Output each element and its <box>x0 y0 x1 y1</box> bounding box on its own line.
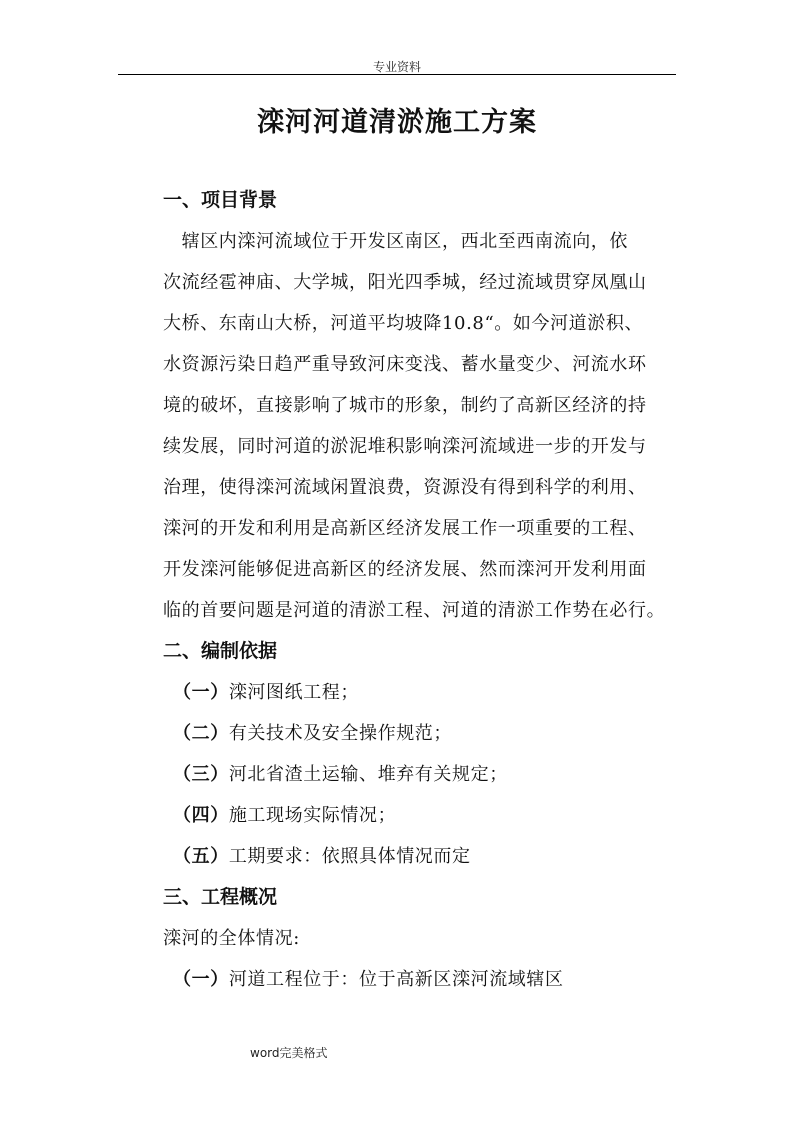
list-item-text: 河北省渣土运输、堆弃有关规定； <box>228 764 508 785</box>
paragraph-line: 开发滦河能够促进高新区的经济发展、然而滦河开发利用面 <box>163 559 647 580</box>
section-heading-basis: 二、编制依据 <box>163 640 278 662</box>
paragraph-line: 辖区内滦河流域位于开发区南区，西北至西南流向，依 <box>163 231 628 252</box>
section-heading-background: 一、项目背景 <box>163 189 278 211</box>
list-item <box>173 672 678 713</box>
section-heading-overview: 三、工程概况 <box>163 886 278 908</box>
list-item-text: 工期要求：依照具体情况而定 <box>228 846 471 867</box>
list-item-number: （一） <box>173 682 229 703</box>
paragraph-line: 滦河的开发和利用是高新区经济发展工作一项重要的工程、 <box>163 518 647 539</box>
section-paragraph-background <box>163 221 678 631</box>
list-item <box>173 754 678 795</box>
list-item-text: 滦河图纸工程； <box>228 682 360 703</box>
list-item <box>173 836 678 877</box>
list-item-number: （三） <box>173 764 229 785</box>
document-title: 滦河河道清淤施工方案 <box>257 107 537 138</box>
paragraph-line: 大桥、东南山大桥，河道平均坡降10.8“。如今河道淤积、 <box>163 313 644 334</box>
list-item <box>173 713 678 754</box>
header-divider <box>118 74 676 75</box>
list-item-number: （一） <box>173 969 229 990</box>
list-item-text: 有关技术及安全操作规范； <box>228 723 453 744</box>
list-item-number: （四） <box>173 805 229 826</box>
paragraph-line: 治理，使得滦河流域闲置浪费，资源没有得到科学的利用、 <box>163 477 647 498</box>
paragraph-line: 水资源污染日趋严重导致河床变浅、蓄水量变少、河流水环 <box>163 354 647 375</box>
list-item-number: （五） <box>173 846 229 867</box>
paragraph-line: 境的破坏，直接影响了城市的形象，制约了高新区经济的持 <box>163 395 647 416</box>
paragraph-line: 续发展，同时河道的淤泥堆积影响滦河流域进一步的开发与 <box>163 436 647 457</box>
list-item-text: 河道工程位于：位于高新区滦河流域辖区 <box>228 969 564 990</box>
document-body <box>163 180 678 1000</box>
list-item <box>173 959 678 1000</box>
list-item <box>173 795 678 836</box>
page-header: 专业资料 <box>372 60 421 74</box>
page-footer: word完美格式 <box>250 1046 328 1060</box>
paragraph-line: 临的首要问题是河道的清淤工程、河道的清淤工作势在必行。 <box>163 600 666 621</box>
list-item-text: 施工现场实际情况； <box>228 805 397 826</box>
section-intro-text: 滦河的全体情况: <box>163 928 300 949</box>
list-item-number: （二） <box>173 723 229 744</box>
paragraph-line: 次流经雹神庙、大学城，阳光四季城，经过流域贯穿凤凰山 <box>163 272 647 293</box>
